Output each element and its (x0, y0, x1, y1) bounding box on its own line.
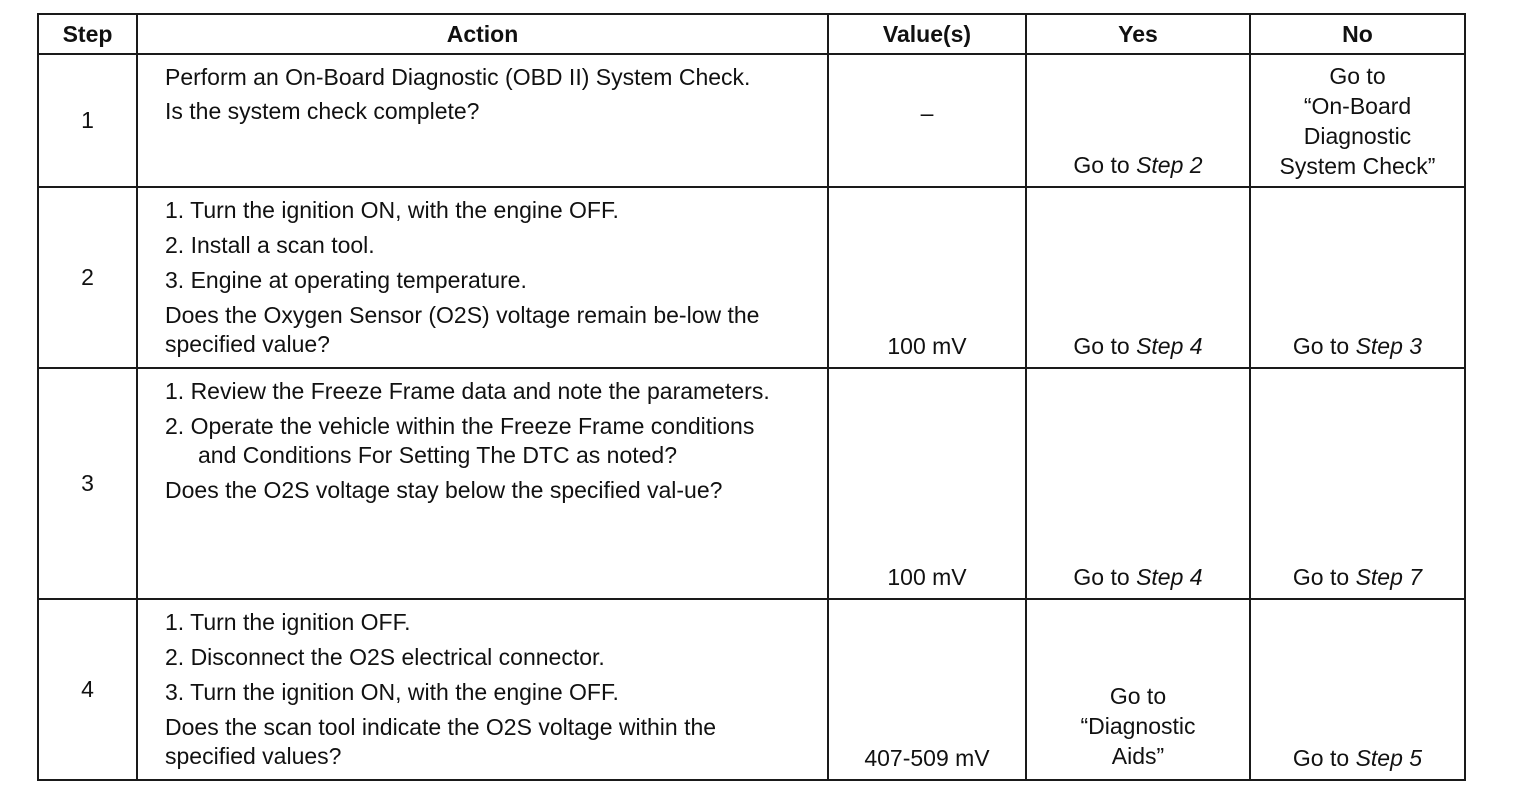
yes-prefix: Go to (1073, 152, 1137, 178)
action-step-item: 3. Engine at operating temperature. (165, 267, 527, 293)
header-row (38, 14, 1465, 54)
action-step-item: 2. Disconnect the O2S electrical connector. (165, 644, 605, 670)
no-step-link[interactable]: Step 7 (1355, 564, 1423, 590)
action-step-item: 2. Operate the vehicle within the Freeze Frame conditions and Conditions For Setting The DTC as noted? (165, 413, 755, 468)
no-cell (1250, 368, 1465, 599)
header-no: No (1250, 14, 1465, 54)
no-prefix: Go to (1292, 333, 1356, 359)
value-cell: – (828, 54, 1026, 187)
action-steps (165, 608, 799, 707)
action-cell (137, 187, 828, 368)
step-number: 1 (38, 54, 137, 187)
yes-step-link[interactable]: Step 4 (1136, 333, 1203, 359)
action-cell (137, 368, 828, 599)
no-step-link[interactable]: Step 3 (1355, 333, 1423, 359)
yes-step-link[interactable]: Step 4 (1136, 564, 1203, 590)
yes-cell (1026, 54, 1250, 187)
value-cell: 407-509 mV (828, 599, 1026, 780)
table-row (38, 187, 1465, 368)
step-number: 4 (38, 599, 137, 780)
yes-cell (1026, 187, 1250, 368)
action-steps (165, 196, 799, 295)
step-number: 2 (38, 187, 137, 368)
action-step-item: 1. Review the Freeze Frame data and note the parameters. (165, 378, 770, 404)
no-cell (1250, 599, 1465, 780)
action-step-item: 1. Turn the ignition ON, with the engine OFF. (165, 197, 619, 223)
header-yes: Yes (1026, 14, 1250, 54)
action-intro: Perform an On-Board Diagnostic (OBD II) System Check. (165, 64, 751, 90)
action-cell (137, 54, 828, 187)
no-prefix: Go to (1292, 564, 1356, 590)
no-cell[interactable]: Go to “On-Board Diagnostic System Check” (1250, 54, 1465, 187)
action-question: Does the O2S voltage stay below the specified val-ue? (165, 477, 723, 503)
step-number: 3 (38, 368, 137, 599)
value-cell: 100 mV (828, 187, 1026, 368)
action-step-item: 2. Install a scan tool. (165, 232, 375, 258)
yes-prefix: Go to (1073, 333, 1137, 359)
no-step-link[interactable]: Step 5 (1355, 745, 1423, 771)
header-action: Action (137, 14, 828, 54)
table-row (38, 54, 1465, 187)
action-question: Does the Oxygen Sensor (O2S) voltage remain be-low the specified value? (165, 302, 760, 357)
yes-step-link[interactable]: Step 2 (1136, 152, 1203, 178)
no-prefix: Go to (1292, 745, 1356, 771)
action-question: Does the scan tool indicate the O2S voltage within the specified values? (165, 714, 717, 769)
yes-cell (1026, 368, 1250, 599)
action-step-item: 1. Turn the ignition OFF. (165, 609, 411, 635)
yes-prefix: Go to (1073, 564, 1137, 590)
header-step: Step (38, 14, 137, 54)
action-steps (165, 377, 799, 470)
value-cell: 100 mV (828, 368, 1026, 599)
table-row (38, 599, 1465, 780)
header-values: Value(s) (828, 14, 1026, 54)
action-step-item: 3. Turn the ignition ON, with the engine OFF. (165, 679, 619, 705)
diagnostic-table (37, 13, 1466, 781)
yes-cell[interactable]: Go to “Diagnostic Aids” (1026, 599, 1250, 780)
table-row (38, 368, 1465, 599)
action-cell (137, 599, 828, 780)
action-question: Is the system check complete? (165, 98, 480, 124)
no-cell (1250, 187, 1465, 368)
